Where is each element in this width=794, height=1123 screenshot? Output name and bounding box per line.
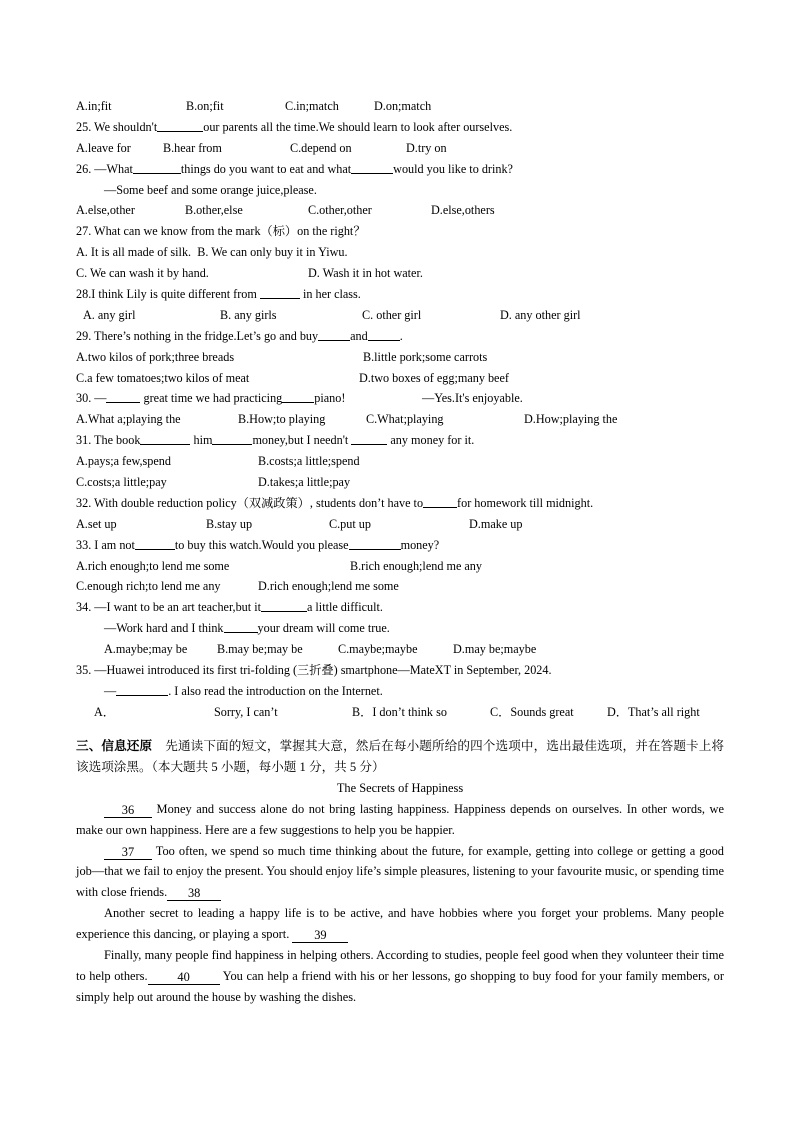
q25-text: 25. We shouldn't <box>76 119 158 134</box>
question-25 <box>76 117 724 138</box>
q34-options <box>76 639 724 660</box>
q29-options-1 <box>76 347 724 368</box>
q31-text: 31. The book <box>76 433 141 448</box>
q30-options <box>76 409 724 430</box>
option-d: D.two boxes of egg;many beef <box>359 370 509 385</box>
question-29 <box>76 326 724 347</box>
option-b: B. any girls <box>220 307 277 322</box>
q31-text-end: any money for it. <box>387 433 475 448</box>
question-33 <box>76 535 724 556</box>
option-c: C.a few tomatoes;two kilos of meat <box>76 370 250 385</box>
q27-options-1 <box>76 242 724 263</box>
q34-text-end: a little difficult. <box>306 600 383 615</box>
option-a: A.pays;a few,spend <box>76 454 171 469</box>
option-c: C.depend on <box>290 140 352 155</box>
question-26 <box>76 159 724 180</box>
option-d: D.on;match <box>374 99 432 113</box>
option-d: D.How;playing the <box>524 412 618 427</box>
option-c: C．Sounds great <box>490 704 574 719</box>
option-c: C.put up <box>329 516 371 531</box>
question-35: 35. —Huawei introduced its first tri-folding (三折叠) smartphone—MateXT in September, 2024. <box>76 663 552 678</box>
answer-blank <box>282 389 314 403</box>
paragraph-4 <box>76 945 724 1008</box>
option-a: A.two kilos of pork;three breads <box>76 349 235 364</box>
answer-blank <box>116 682 168 696</box>
q34-reply <box>76 618 724 639</box>
option-d: D.make up <box>469 516 523 531</box>
option-a: A. It is all made of silk. <box>76 245 192 260</box>
q25-options <box>76 138 724 159</box>
paragraph-3 <box>76 903 724 945</box>
answer-blank <box>106 389 140 403</box>
paragraph-2 <box>76 841 724 904</box>
option-c: C.enough rich;to lend me any <box>76 579 221 594</box>
q34-reply-text: —Work hard and I think <box>104 621 224 636</box>
option-a: A． <box>94 704 115 719</box>
option-d: D.takes;a little;pay <box>258 475 351 490</box>
option-d: D.else,others <box>431 203 495 218</box>
q30-text-mid: great time we had practicing <box>140 391 283 406</box>
option-d: D.try on <box>406 140 447 155</box>
q35-reply <box>76 681 724 702</box>
option-a: A. any girl <box>83 307 136 322</box>
question-34 <box>76 597 724 618</box>
answer-blank <box>140 431 190 445</box>
option-b: B. We can only buy it in Yiwu. <box>197 245 348 260</box>
option-a: A.leave for <box>76 140 131 155</box>
q30-text-mid2: piano! <box>314 391 346 406</box>
q35-reply-dash: — <box>104 683 117 698</box>
q30-text: 30. — <box>76 391 107 406</box>
q26-reply: —Some beef and some orange juice,please. <box>104 182 317 197</box>
option-b: B.hear from <box>163 140 222 155</box>
section-title: 三、信息还原 <box>76 738 153 753</box>
option-a: A.rich enough;to lend me some <box>76 558 230 573</box>
option-d: D．That’s all right <box>607 704 700 719</box>
section-heading <box>76 736 724 778</box>
q26-text: 26. —What <box>76 161 133 176</box>
q29-text-end: . <box>399 328 403 343</box>
question-30 <box>76 388 724 409</box>
option-a: A.maybe;may be <box>104 642 188 657</box>
answer-blank <box>351 160 393 174</box>
question-31 <box>76 430 724 451</box>
option-c: C.What;playing <box>366 412 444 427</box>
answer-blank <box>368 327 400 341</box>
option-c: C.costs;a little;pay <box>76 475 167 490</box>
answer-blank <box>157 118 203 132</box>
answer-blank <box>423 494 457 508</box>
answer-blank <box>224 619 258 633</box>
question-27: 27. What can we know from the mark（标）on the right？ <box>76 224 366 239</box>
blank-36: 36 <box>104 804 152 818</box>
option-c: C.maybe;maybe <box>338 642 418 657</box>
option-c: C. We can wash it by hand. <box>76 266 209 281</box>
q32-options <box>76 514 724 535</box>
paragraph-4-text-end: You can help a friend with his or her lessons, go shopping to buy food for your family members, or simply help out around the house by washing the dishes. <box>76 968 724 1004</box>
option-b: B.may be;may be <box>217 642 303 657</box>
answer-blank <box>212 431 252 445</box>
option-d: D.may be;maybe <box>453 642 537 657</box>
option-b: B．I don’t think so <box>352 704 447 719</box>
option-b: B.rich enough;lend me any <box>350 558 482 573</box>
q34-text: 34. —I want to be an art teacher,but it <box>76 600 261 615</box>
q30-reply: —Yes.It's enjoyable. <box>422 391 523 406</box>
q32-text-end: for homework till midnight. <box>457 495 594 510</box>
blank-38: 38 <box>167 887 221 901</box>
q28-text-end: in her class. <box>299 287 361 302</box>
answer-blank <box>261 598 307 612</box>
answer-blank <box>351 431 387 445</box>
option-b: B.costs;a little;spend <box>258 454 360 469</box>
option-b: B.other,else <box>185 203 243 218</box>
paragraph-4-text: Finally, many people find happiness in helping others. According to studies, people feel good when they volunteer their time to help others. <box>76 948 724 983</box>
question-32 <box>76 493 724 514</box>
option-a: A.in;fit <box>76 99 112 113</box>
exam-page <box>76 96 724 1008</box>
option-c: C.in;match <box>285 99 339 113</box>
q33-text-end: money? <box>400 537 440 552</box>
answer-blank <box>133 160 181 174</box>
option-d: D. Wash it in hot water. <box>308 266 423 281</box>
q31-options-1 <box>76 451 724 472</box>
q29-text: 29. There’s nothing in the fridge.Let’s go and buy <box>76 328 319 343</box>
q31-text-mid: him <box>190 433 213 448</box>
option-d: D. any other girl <box>500 307 581 322</box>
paragraph-3-text: Another secret to leading a happy life is to be active, and have hobbies where you forget your problems. Many people experience this dancing, or playing a sport. <box>76 906 724 942</box>
option-c: C. other girl <box>362 307 422 322</box>
q27-options-2 <box>76 263 724 284</box>
section-instruction: 先通读下面的短文，掌握其大意，然后在每小题所给的四个选项中，选出最佳选项，并在答题卡上将该选项涂黑。（本大题共 5 小题，每小题 1 分，共 5 分） <box>76 738 725 774</box>
q35-options <box>76 702 724 723</box>
q33-text: 33. I am not <box>76 537 135 552</box>
option-b: B.little pork;some carrots <box>363 349 488 364</box>
q28-text: 28.I think Lily is quite different from <box>76 287 260 302</box>
paragraph-2-text: Too often, we spend so much time thinking about the future, for example, getting into college or getting a good job—that we fail to enjoy the present. You should enjoy life’s simple pleasures, listening to your favourite music, or spending time with close friends. <box>76 843 724 900</box>
option-d: D.rich enough;lend me some <box>258 579 399 594</box>
answer-blank <box>135 536 175 550</box>
blank-37: 37 <box>104 846 152 860</box>
q26-text-end: would you like to drink? <box>393 161 513 176</box>
q31-options-2 <box>76 472 724 493</box>
q29-options-2 <box>76 368 724 389</box>
paragraph-1-text: Money and success alone do not bring lasting happiness. Happiness depends on ourselves. In other words, we make our own happiness. Here are a few suggestions to help you be happier. <box>76 801 724 837</box>
answer-blank <box>349 536 401 550</box>
q35-reply-end: . I also read the introduction on the Internet. <box>168 683 383 698</box>
option-a: A.else,other <box>76 203 135 218</box>
q31-text-mid2: money,but I needn't <box>252 433 352 448</box>
q26-text-mid: things do you want to eat and what <box>180 161 352 176</box>
option-b: B.How;to playing <box>238 412 326 427</box>
q29-text-mid: and <box>350 328 368 343</box>
q33-options-2 <box>76 576 724 597</box>
q34-reply-end: your dream will come true. <box>257 621 390 636</box>
option-a-text: Sorry, I can’t <box>214 704 278 719</box>
paragraph-1 <box>76 799 724 841</box>
answer-blank <box>260 285 300 299</box>
option-a: A.set up <box>76 516 117 531</box>
passage-title: The Secrets of Happiness <box>336 780 464 795</box>
q28-options <box>76 305 724 326</box>
option-a: A.What a;playing the <box>76 412 181 427</box>
question-28 <box>76 284 724 305</box>
option-b: B.on;fit <box>186 99 224 113</box>
q25-text-end: our parents all the time.We should learn to look after ourselves. <box>203 119 513 134</box>
q33-text-mid: to buy this watch.Would you please <box>174 537 349 552</box>
blank-40: 40 <box>148 971 220 985</box>
blank-39: 39 <box>292 929 348 943</box>
q26-options <box>76 200 724 221</box>
q33-options-1 <box>76 556 724 577</box>
q32-text: 32. With double reduction policy（双减政策）, students don’t have to <box>76 495 424 510</box>
answer-blank <box>318 327 350 341</box>
option-c: C.other,other <box>308 203 372 218</box>
option-b: B.stay up <box>206 516 253 531</box>
q24-options <box>76 96 724 117</box>
